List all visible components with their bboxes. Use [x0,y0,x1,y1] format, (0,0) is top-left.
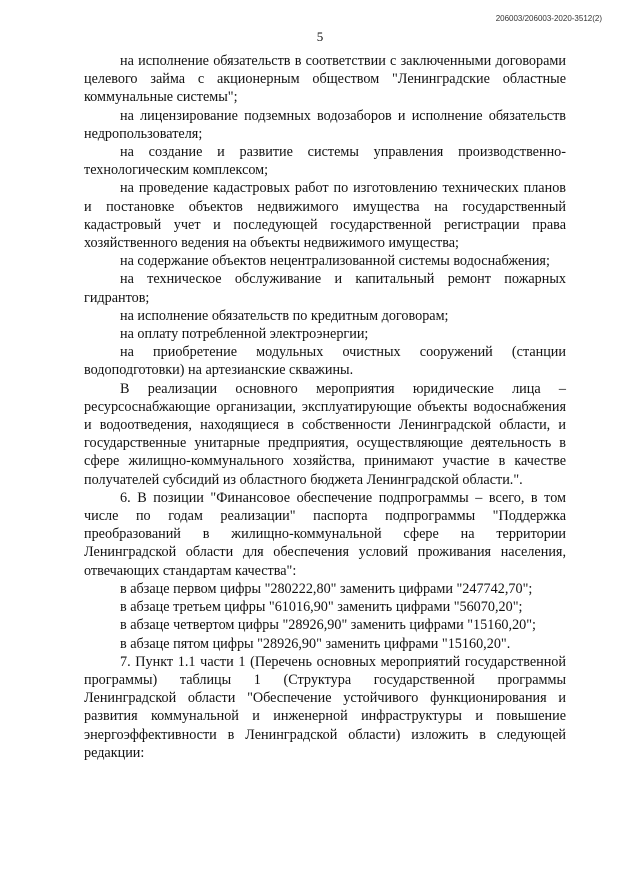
paragraph: в абзаце четвертом цифры "28926,90" заменить цифрами "15160,20"; [120,617,536,634]
paragraph: 7. Пункт 1.1 части 1 (Перечень основных мероприятий государственной программы) таблицы 1 (Структура государственной программы Ленинградской области "Обеспечение устойчивого функционирования и развития коммунальной и инженерной инфраструктуры и повышение энергоэффективности в Ленинградской области) изложить в следующей редакции: [84,653,566,761]
paragraph: на оплату потребленной электроэнергии; [120,326,369,343]
paragraph: на создание и развитие системы управления производственно-технологическим комплексом; [84,144,566,179]
document-body [84,52,566,762]
paragraph: В реализации основного мероприятия юридические лица – ресурсоснабжающие организации, эксплуатирующие объекты водоснабжения и водоотведения, находящиеся в собственности Ленинградской области, и государственные унитарные предприятия, осуществляющие деятельность в сфере жилищно-коммунального хозяйства, принимают участие в качестве получателей субсидий из областного бюджета Ленинградской области.". [84,380,566,488]
paragraph: на исполнение обязательств по кредитным договорам; [120,307,449,324]
document-code: 206003/206003-2020-3512(2) [495,14,602,23]
paragraph: на содержание объектов нецентрализованной системы водоснабжения; [120,253,550,270]
paragraph: на техническое обслуживание и капитальный ремонт пожарных гидрантов; [84,271,566,306]
paragraph: на лицензирование подземных водозаборов и исполнение обязательств недропользователя; [84,107,566,142]
paragraph: в абзаце третьем цифры "61016,90" заменить цифрами "56070,20"; [120,599,523,616]
paragraph: на исполнение обязательств в соответствии с заключенными договорами целевого займа с акционерным обществом "Ленинградские областные коммунальные системы"; [84,53,566,106]
page-number: 5 [316,29,324,44]
paragraph: на приобретение модульных очистных сооружений (станции водоподготовки) на артезианские скважины. [84,344,566,379]
paragraph: в абзаце пятом цифры "28926,90" заменить цифрами "15160,20". [120,635,511,652]
paragraph: в абзаце первом цифры "280222,80" заменить цифрами "247742,70"; [120,580,533,597]
paragraph: на проведение кадастровых работ по изготовлению технических планов и постановке объектов недвижимого имущества на государственный кадастровый учет и последующей государственной регистрации права хозяйственного ведения на объекты недвижимого имущества; [84,180,566,252]
paragraph: 6. В позиции "Финансовое обеспечение подпрограммы – всего, в том числе по годам реализации" паспорта подпрограммы "Поддержка преобразований в жилищно-коммунальной сфере на территории Ленинградской области для обеспечения условий проживания населения, отвечающих стандартам качества": [84,489,566,579]
